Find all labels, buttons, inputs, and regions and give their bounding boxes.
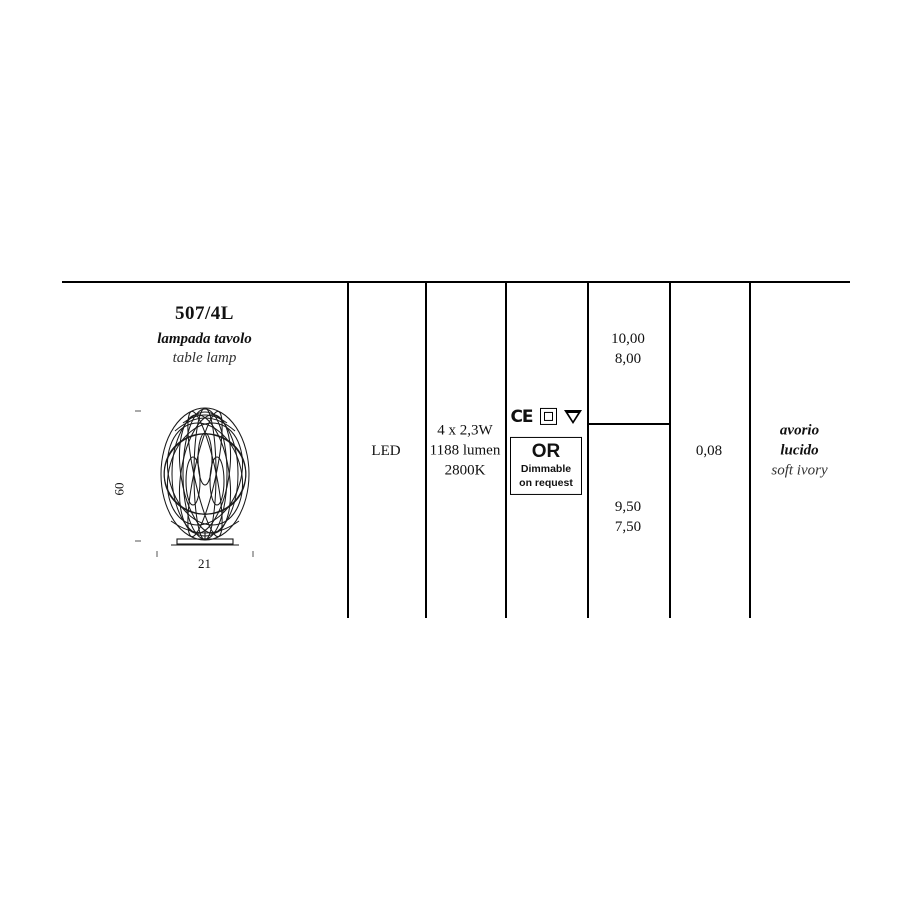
product-description-it: lampada tavolo (157, 331, 252, 347)
mounting-surface-icon (564, 409, 582, 423)
packing-bottom-line2: 7,50 (614, 519, 642, 536)
finish-line2: lucido (780, 442, 819, 459)
packing-top-cell (587, 329, 669, 370)
or-label: OR (531, 440, 561, 462)
finish-column (749, 283, 850, 618)
ce-icon: CE (510, 406, 533, 427)
packing-column (587, 283, 669, 618)
double-insulation-icon (540, 408, 557, 425)
dimmable-on-request-badge (510, 436, 582, 494)
light-source-column (347, 283, 425, 618)
product-description-en: table lamp (172, 350, 237, 366)
or-sub-line2: on request (519, 476, 573, 489)
power-kelvin: 2800K (444, 462, 486, 479)
marks-wrapper (505, 406, 587, 494)
packing-cell-divider (587, 423, 669, 425)
product-column (62, 283, 347, 618)
power-column (425, 283, 505, 618)
drawing-height-label: 60 (111, 482, 126, 496)
marks-column (505, 283, 587, 618)
power-lumen: 1188 lumen (429, 442, 501, 459)
drawing-width-label: 21 (198, 556, 211, 571)
volume-column (669, 283, 749, 618)
light-source-value: LED (371, 442, 401, 459)
lamp-line-drawing-svg (105, 389, 305, 579)
packing-top-line2: 8,00 (614, 351, 642, 368)
packing-bottom-line1: 9,50 (614, 499, 642, 515)
finish-line3: soft ivory (771, 462, 828, 479)
finish-values (749, 420, 850, 481)
product-drawing (105, 389, 305, 579)
marks-row (505, 406, 587, 426)
volume-value: 0,08 (695, 442, 723, 459)
power-values (425, 420, 505, 481)
finish-line1: avorio (779, 422, 820, 439)
or-sub-line1: Dimmable (520, 462, 572, 475)
spec-table (62, 283, 850, 618)
packing-top-line1: 10,00 (611, 331, 645, 347)
packing-bottom-cell (587, 497, 669, 538)
product-code: 507/4L (175, 303, 234, 324)
power-watt: 4 x 2,3W (437, 422, 493, 439)
